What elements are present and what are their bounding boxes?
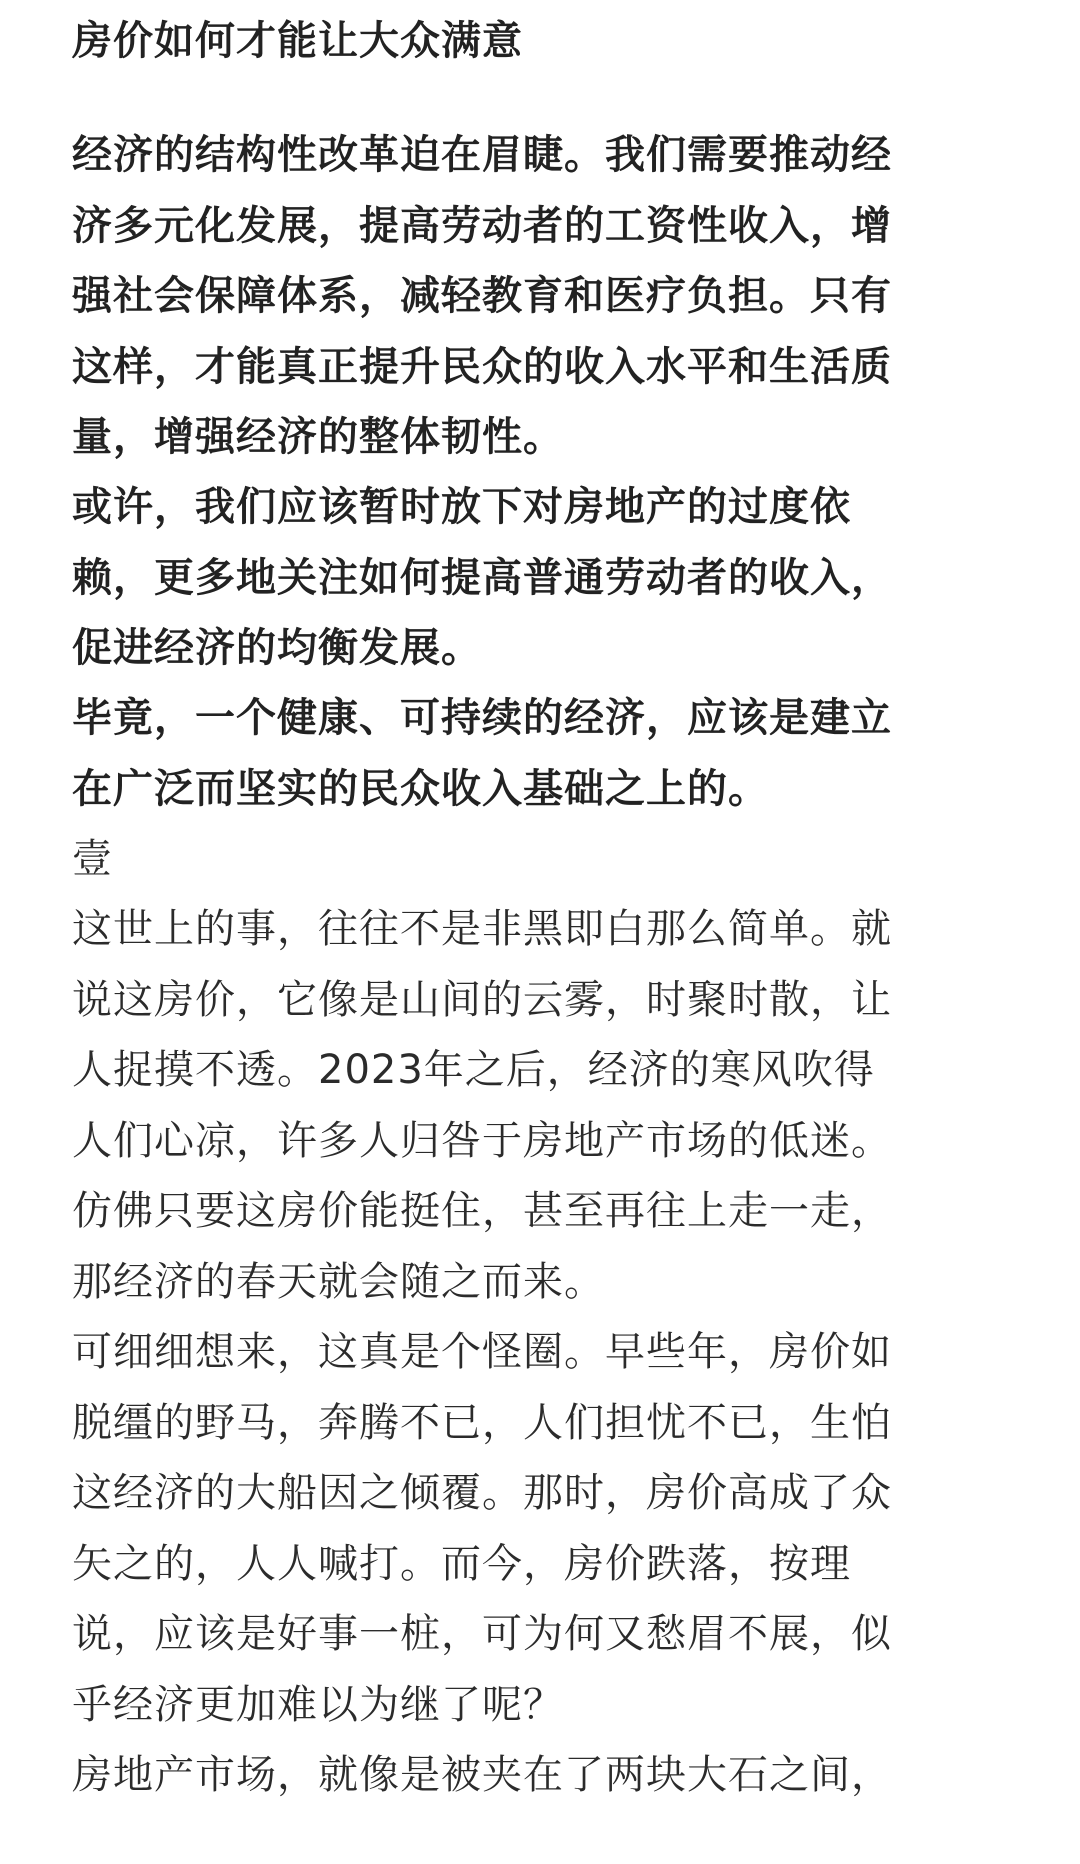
- paragraph-7: [72, 1740, 1008, 1811]
- paragraph-line: 房地产市场，就像是被夹在了两块大石之间，: [72, 1752, 892, 1798]
- paragraph-line: 可细细想来，这真是个怪圈。早些年，房价如: [72, 1329, 892, 1375]
- paragraph-line: 人们心凉，许多人归咎于房地产市场的低迷。: [72, 1117, 892, 1164]
- paragraph-6: [72, 1317, 1008, 1740]
- paragraph-line: 强社会保障体系，减轻教育和医疗负担。只有: [72, 273, 892, 319]
- paragraph-line: 济多元化发展，提高劳动者的工资性收入，增: [72, 202, 892, 249]
- paragraph-line: 脱缰的野马，奔腾不已，人们担忧不已，生怕: [72, 1399, 892, 1446]
- section-number: 壹: [72, 836, 113, 882]
- paragraph-line: 这样，才能真正提升民众的收入水平和生活质: [72, 343, 892, 390]
- paragraph-1: [72, 120, 1008, 473]
- paragraph-line: 量，增强经济的整体韧性。: [72, 414, 564, 460]
- paragraph-line: 这经济的大船因之倾覆。那时，房价高成了众: [72, 1470, 892, 1516]
- paragraph-line: 说，应该是好事一桩，可为何又愁眉不展，似: [72, 1611, 892, 1657]
- paragraph-line: 在广泛而坚实的民众收入基础之上的。: [72, 765, 769, 812]
- paragraph-line: 这世上的事，往往不是非黑即白那么简单。就: [72, 906, 892, 952]
- paragraph-5: [72, 894, 1008, 1317]
- article-title: 房价如何才能让大众满意: [72, 18, 523, 64]
- paragraph-line: 赖，更多地关注如何提高普通劳动者的收入，: [72, 554, 892, 601]
- paragraph-line: 那经济的春天就会随之而来。: [72, 1258, 605, 1305]
- paragraph-line: 促进经济的均衡发展。: [72, 625, 482, 671]
- paragraph-line: 乎经济更加难以为继了呢？: [72, 1681, 564, 1728]
- paragraph-line: 说这房价，它像是山间的云雾，时聚时散，让: [72, 976, 892, 1023]
- paragraph-2: [72, 472, 1008, 684]
- section-heading: [72, 824, 1008, 895]
- paragraph-3: [72, 683, 1008, 824]
- paragraph-line: 或许，我们应该暂时放下对房地产的过度依: [72, 484, 851, 530]
- paragraph-line: 矢之的，人人喊打。而今，房价跌落，按理: [72, 1540, 851, 1587]
- paragraph-line: 仿佛只要这房价能挺住，甚至再往上走一走，: [72, 1188, 892, 1234]
- paragraph-line: 经济的结构性改革迫在眉睫。我们需要推动经: [72, 132, 892, 178]
- paragraph-line: 毕竟，一个健康、可持续的经济，应该是建立: [72, 695, 892, 741]
- paragraph-line: 人捉摸不透。2023年之后，经济的寒风吹得: [72, 1047, 875, 1093]
